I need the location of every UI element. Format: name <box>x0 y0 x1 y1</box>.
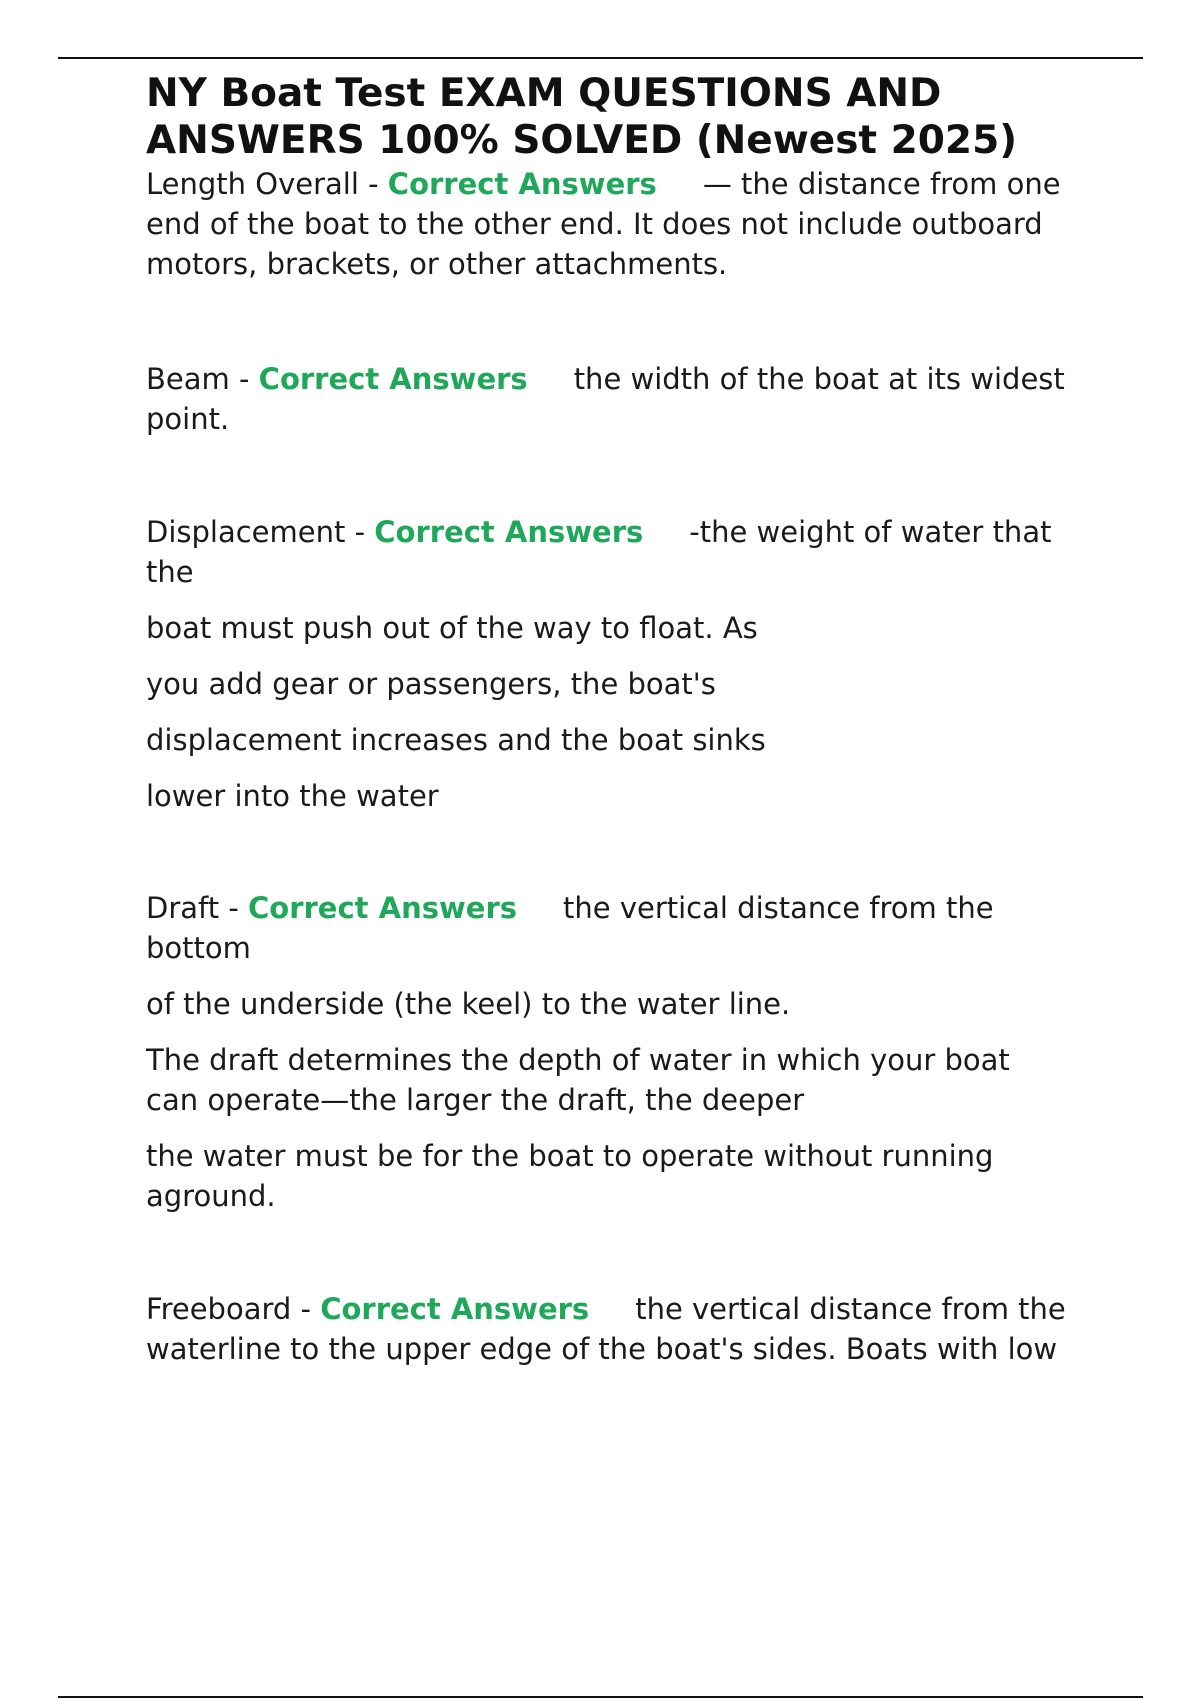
entry-length-overall <box>146 164 1066 284</box>
term-label: Length Overall - <box>146 167 388 201</box>
term-label: Displacement - <box>146 515 375 549</box>
term-label: Beam - <box>146 362 259 396</box>
correct-answers-label: Correct Answers <box>248 891 518 925</box>
entry-freeboard <box>146 1289 1066 1369</box>
correct-answers-label: Correct Answers <box>320 1292 590 1326</box>
definition-text: — the distance from one end of the boat to the other end. It does not include outboard motors, brackets, or other attachments. <box>146 167 1061 281</box>
definition-continuation: displacement increases and the boat sinks <box>146 723 766 757</box>
entry-beam <box>146 359 1066 439</box>
top-rule <box>58 57 1143 59</box>
term-label: Freeboard - <box>146 1292 321 1326</box>
definition-text: the width of the boat at its widest point. <box>146 362 1065 436</box>
correct-answers-label: Correct Answers <box>258 362 528 396</box>
definition-continuation: of the underside (the keel) to the water line. <box>146 987 791 1021</box>
entry-displacement <box>146 512 1066 816</box>
correct-answers-label: Correct Answers <box>387 167 657 201</box>
definition-continuation: The draft determines the depth of water in which your boat can operate—the larger the draft, the deeper <box>146 1043 1010 1117</box>
correct-answers-label: Correct Answers <box>374 515 644 549</box>
entry-first-line <box>146 164 1066 284</box>
entry-first-line <box>146 888 1066 968</box>
definition-text: -the weight of water that the <box>146 515 1052 589</box>
definition-continuation: lower into the water <box>146 779 439 813</box>
term-label: Draft - <box>146 891 248 925</box>
bottom-rule <box>58 1696 1143 1698</box>
document-body <box>146 70 1066 1369</box>
definition-continuation: you add gear or passengers, the boat's <box>146 667 716 701</box>
document-title: NY Boat Test EXAM QUESTIONS AND ANSWERS 100% SOLVED (Newest 2025) <box>146 71 1018 163</box>
definition-continuation: boat must push out of the way to float. As <box>146 611 758 645</box>
entry-first-line <box>146 512 1066 592</box>
definition-continuation: the water must be for the boat to operate without running aground. <box>146 1139 994 1213</box>
entry-draft <box>146 888 1066 1216</box>
definition-text: the vertical distance from the waterline to the upper edge of the boat's sides. Boats with low <box>146 1292 1066 1366</box>
entry-first-line <box>146 1289 1066 1369</box>
definition-text: the vertical distance from the bottom <box>146 891 994 965</box>
entry-first-line <box>146 359 1066 439</box>
